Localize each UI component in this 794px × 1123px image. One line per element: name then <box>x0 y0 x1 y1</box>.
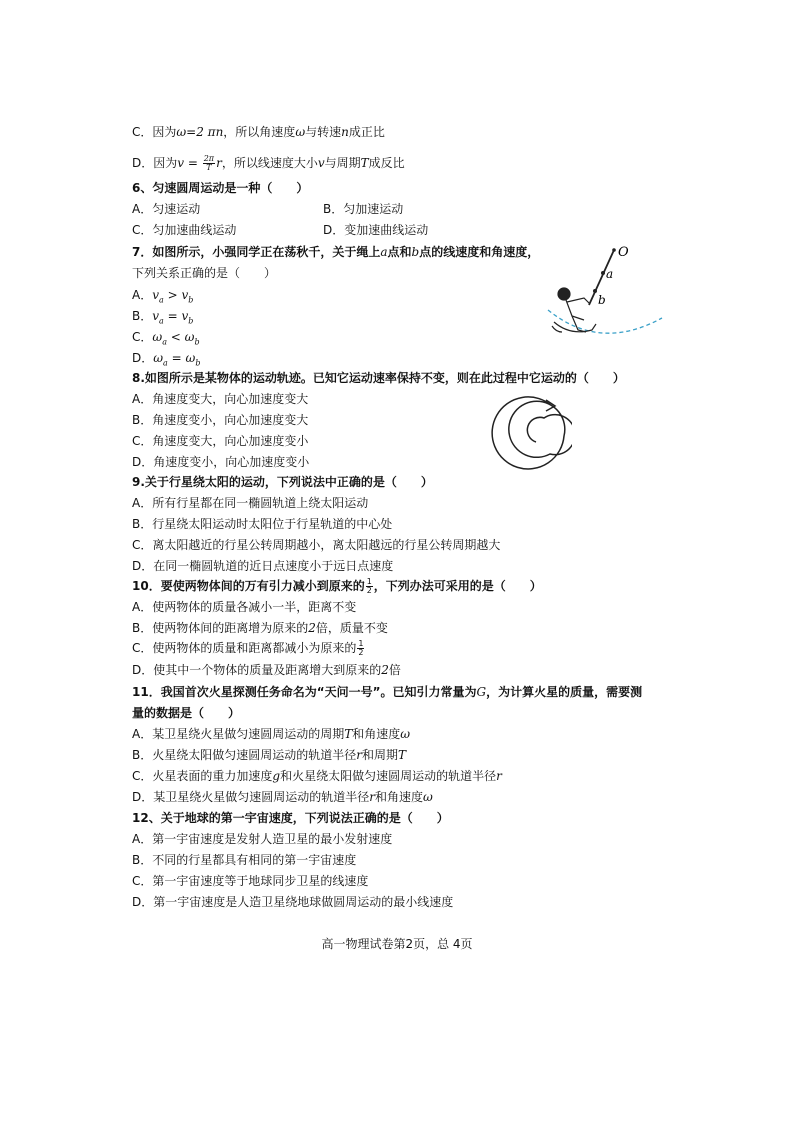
q7-expr-b: $v_a = v_b$ <box>152 309 194 326</box>
q10-option-d: D．使其中一个物体的质量及距离增大到原来的2倍 <box>132 663 401 677</box>
q7-expr-c: $\omega_a < \omega_b$ <box>152 330 200 347</box>
q12-option-a: A．第一宇宙速度是发射人造卫星的最小发射速度 <box>132 832 393 846</box>
q10-option-c: C．使两物体的质量和距离都减小为原来的 $\frac{1}{2}$ <box>132 639 364 657</box>
page-footer: 高一物理试卷第2页，总 4页 <box>321 937 473 951</box>
q7-expr-a: $v_a > v_b$ <box>152 288 194 305</box>
q8-option-c: C．角速度变大，向心加速度变小 <box>132 434 309 448</box>
q10-c-fraction: $\frac{1}{2}$ <box>358 639 364 657</box>
q8-option-d: D．角速度变小，向心加速度变小 <box>132 455 310 469</box>
q7-option-b: B．$v_a = v_b$ <box>132 309 194 326</box>
q7-stem: 7．如图所示，小强同学正在荡秋千，关于绳上a点和b点的线速度和角速度， <box>132 245 540 259</box>
q12-option-c: C．第一宇宙速度等于地球同步卫星的线速度 <box>132 874 369 888</box>
q10-stem: 10．要使两物体间的万有引力减小到原来的 $\frac{1}{2}$ ，下列办法可采用的是（ ） <box>132 577 542 595</box>
label-o: O <box>618 245 629 260</box>
q9-option-b: B．行星绕太阳运动时太阳位于行星轨道的中心处 <box>132 517 393 531</box>
swing-arc <box>548 310 662 333</box>
q5-option-c: C．因为ω=2 πn，所以角速度ω与转速n成正比 <box>132 125 385 139</box>
q7-option-d: D．$\omega_a = \omega_b$ <box>132 351 201 368</box>
q8-option-a: A．角速度变大，向心加速度变大 <box>132 392 309 406</box>
q9-stem: 9.关于行星绕太阳的运动，下列说法中正确的是（ ） <box>132 475 433 489</box>
q9-option-a: A．所有行星都在同一椭圆轨道上绕太阳运动 <box>132 496 369 510</box>
q9-option-d: D．在同一椭圆轨道的近日点速度小于远日点速度 <box>132 559 394 573</box>
q6-option-c: C．匀加速曲线运动 <box>132 223 237 237</box>
q5-fraction: $\frac{2\pi}{T}$ <box>203 154 215 172</box>
swing-figure <box>540 240 670 350</box>
pivot-point-o <box>612 248 616 252</box>
q7-stem-line2: 下列关系正确的是（ ） <box>132 266 277 280</box>
q6-option-a: A．匀速运动 <box>132 202 201 216</box>
q7-expr-d: $\omega_a = \omega_b$ <box>153 351 201 368</box>
q12-stem: 12、关于地球的第一宇宙速度，下列说法正确的是（ ） <box>132 811 449 825</box>
q6-option-d: D．变加速曲线运动 <box>323 223 429 237</box>
q11-option-d: D．某卫星绕火星做匀速圆周运动的轨道半径r和角速度ω <box>132 790 433 804</box>
q6-option-b: B．匀加速运动 <box>323 202 404 216</box>
q11-option-b: B．火星绕太阳做匀速圆周运动的轨道半径r和周期T <box>132 748 407 762</box>
q10-option-b: B．使两物体间的距离增为原来的2倍，质量不变 <box>132 621 388 635</box>
q7-option-a: A．$v_a > v_b$ <box>132 288 194 305</box>
q7-option-c: C．$\omega_a < \omega_b$ <box>132 330 200 347</box>
q5-option-d: D．因为v = $\frac{2\pi}{T}$ r，所以线速度大小v与周期T成反比 <box>132 154 405 172</box>
q11-option-c: C．火星表面的重力加速度g和火星绕太阳做匀速圆周运动的轨道半径r <box>132 769 502 783</box>
q10-option-a: A．使两物体的质量各减小一半，距离不变 <box>132 600 357 614</box>
spiral-path <box>492 397 572 469</box>
q11-stem-line2: 量的数据是（ ） <box>132 706 241 720</box>
rope-point-a <box>601 271 605 275</box>
q11-stem: 11．我国首次火星探测任务命名为“天问一号”。已知引力常量为G，为计算火星的质量，需要测 <box>132 685 643 699</box>
q12-option-b: B．不同的行星都具有相同的第一宇宙速度 <box>132 853 357 867</box>
label-a: a <box>606 267 614 281</box>
spiral-trajectory-figure <box>488 392 572 474</box>
q8-stem: 8.如图所示是某物体的运动轨迹。已知它运动速率保持不变，则在此过程中它运动的（ ） <box>132 371 625 385</box>
label-b: b <box>598 293 606 307</box>
q6-stem: 6、匀速圆周运动是一种（ ） <box>132 181 309 195</box>
q8-option-b: B．角速度变小，向心加速度变大 <box>132 413 309 427</box>
q10-fraction: $\frac{1}{2}$ <box>366 577 372 595</box>
rope-point-b <box>593 289 597 293</box>
q12-option-d: D．第一宇宙速度是人造卫星绕地球做圆周运动的最小线速度 <box>132 895 454 909</box>
q9-option-c: C．离太阳越近的行星公转周期越小，离太阳越远的行星公转周期越大 <box>132 538 501 552</box>
q11-option-a: A．某卫星绕火星做匀速圆周运动的周期T和角速度ω <box>132 727 411 741</box>
